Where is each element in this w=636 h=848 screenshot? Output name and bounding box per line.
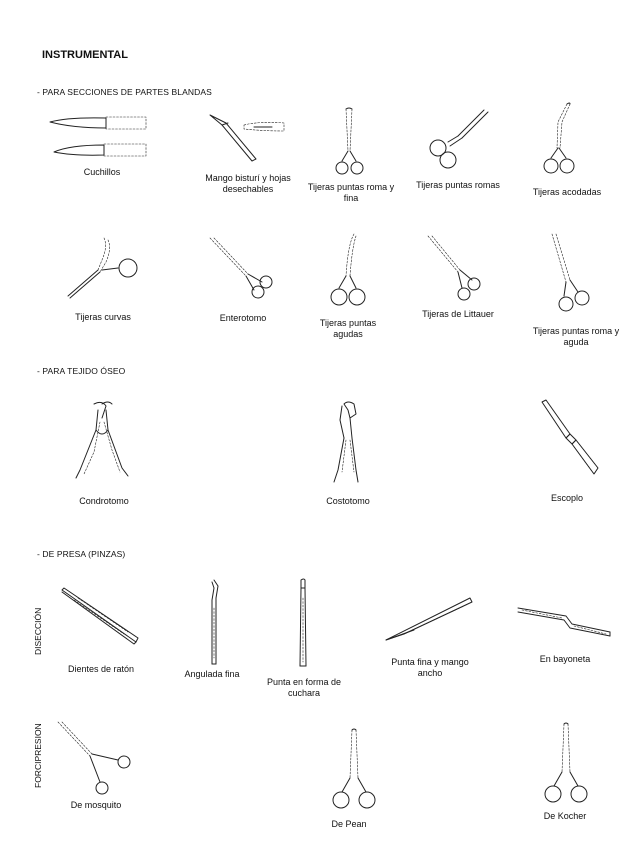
- costotome-icon: [328, 400, 368, 486]
- label-cuchillos: Cuchillos: [83, 167, 121, 177]
- knives-icon: [48, 114, 150, 162]
- label-tijeras-romas: Tijeras puntas romas: [416, 180, 500, 190]
- chondrotome-icon: [72, 400, 138, 482]
- fine-tip-forceps-icon: [384, 596, 474, 644]
- scissors-angled-icon: [540, 102, 580, 180]
- scissors-curved-icon: [64, 236, 142, 302]
- bayonet-forceps-icon: [516, 604, 614, 638]
- label-condrotomo: Condrotomo: [79, 496, 129, 506]
- kocher-forceps-icon: [542, 722, 590, 808]
- label-costotomo: Costotomo: [326, 496, 370, 506]
- mosquito-forceps-icon: [56, 720, 136, 794]
- spoon-forceps-icon: [294, 578, 312, 672]
- pean-forceps-icon: [330, 728, 378, 814]
- scissors-sharp-icon: [328, 232, 368, 312]
- chisel-icon: [540, 400, 602, 478]
- label-tijeras-roma-fina: Tijeras puntas roma y fina: [307, 182, 395, 203]
- side-label-forcipresion: FORCIPRESION: [33, 723, 43, 788]
- label-tijeras-curvas: Tijeras curvas: [75, 312, 131, 322]
- scissors-blunt-icon: [426, 108, 492, 170]
- enterotome-icon: [208, 236, 274, 300]
- angled-fine-forceps-icon: [204, 578, 228, 668]
- scalpel-icon: [208, 113, 288, 167]
- section-heading-forceps: - DE PRESA (PINZAS): [37, 549, 126, 559]
- page-title: INSTRUMENTAL: [42, 49, 128, 61]
- label-kocher: De Kocher: [543, 811, 587, 821]
- scissors-littauer-icon: [424, 234, 482, 302]
- side-label-diseccion: DISECCIÓN: [33, 607, 43, 655]
- label-bayoneta: En bayoneta: [539, 654, 591, 664]
- rat-tooth-forceps-icon: [60, 586, 142, 648]
- label-tijeras-acodadas: Tijeras acodadas: [532, 187, 602, 197]
- scissors-blunt-fine-icon: [334, 107, 368, 179]
- label-escoplo: Escoplo: [550, 493, 584, 503]
- label-tijeras-littauer: Tijeras de Littauer: [422, 309, 494, 319]
- scissors-blunt-sharp-icon: [544, 232, 592, 316]
- label-punta-cuchara: Punta en forma de cuchara: [266, 677, 342, 698]
- label-enterotomo: Enterotomo: [219, 313, 267, 323]
- label-angulada-fina: Angulada fina: [184, 669, 240, 679]
- label-tijeras-agudas: Tijeras puntas agudas: [319, 318, 377, 339]
- label-pean: De Pean: [331, 819, 367, 829]
- label-punta-fina: Punta fina y mango ancho: [391, 657, 469, 678]
- label-dientes-raton: Dientes de ratón: [67, 664, 135, 674]
- section-heading-bone: - PARA TEJIDO ÓSEO: [37, 366, 126, 376]
- label-mango: Mango bisturí y hojas desechables: [205, 173, 291, 194]
- label-tijeras-roma-aguda: Tijeras puntas roma y aguda: [532, 326, 620, 347]
- section-heading-soft-tissue: - PARA SECCIONES DE PARTES BLANDAS: [37, 87, 212, 97]
- label-mosquito: De mosquito: [70, 800, 122, 810]
